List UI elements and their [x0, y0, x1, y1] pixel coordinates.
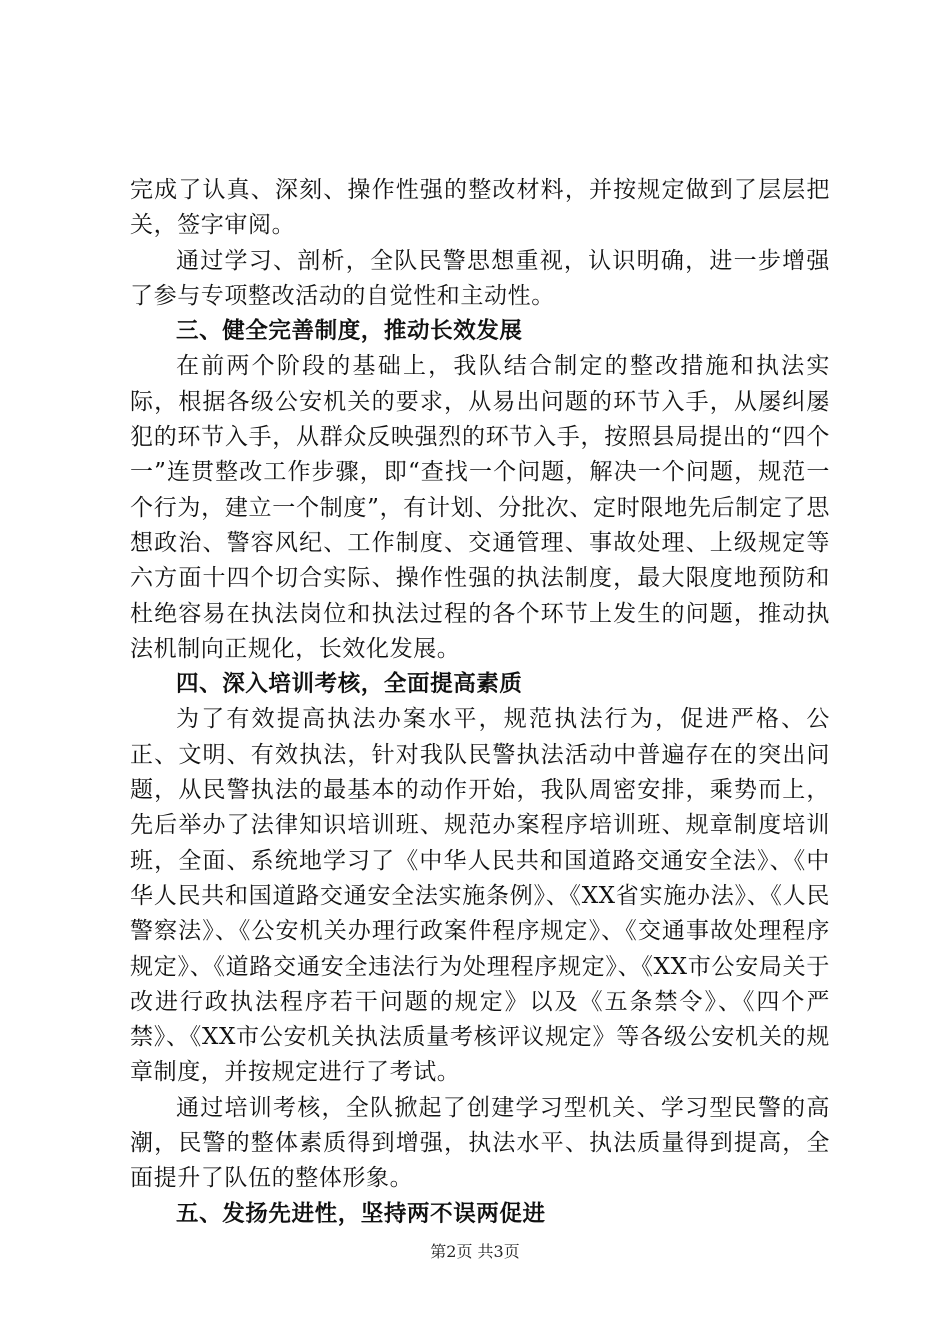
paragraph-1: 完成了认真、深刻、操作性强的整改材料，并按规定做到了层层把关，签字审阅。 [130, 177, 830, 239]
section-heading-4: 四、深入培训考核，全面提高素质 [176, 671, 523, 698]
paragraph-2: 通过学习、剖析，全队民警思想重视，认识明确，进一步增强了参与专项整改活动的自觉性和主动性。 [130, 247, 830, 309]
page-footer: 第2页 共3页 [430, 1242, 520, 1261]
document-body [130, 173, 830, 1232]
section-heading-5: 五、发扬先进性，坚持两不误两促进 [176, 1200, 546, 1227]
section-heading-3: 三、健全完善制度，推动长效发展 [176, 318, 523, 345]
paragraph-5: 通过培训考核，全队掀起了创建学习型机关、学习型民警的高潮，民警的整体素质得到增强，执法水平、执法质量得到提高，全面提升了队伍的整体形象。 [130, 1094, 830, 1192]
paragraph-4: 为了有效提高执法办案水平，规范执法行为，促进严格、公正、文明、有效执法，针对我队民警执法活动中普遍存在的突出问题，从民警执法的最基本的动作开始，我队周密安排，乘势而上，先后举办了法律知识培训班、规范办案程序培训班、规章制度培训班，全面、系统地学习了《中华人民共和国道路交通安全法》、《中华人民共和国道路交通安全法实施条例》、《XX省实施办法》、《人民警察法》、《公安机关办理行政案件程序规定》、《交通事故处理程序规定》、《道路交通安全违法行为处理程序规定》、《XX市公安局关于改进行政执法程序若干问题的规定》以及《五条禁令》、《四个严禁》、《XX市公安机关执法质量考核评议规定》等各级公安机关的规章制度，并按规定进行了考试。 [130, 706, 830, 1086]
paragraph-3: 在前两个阶段的基础上，我队结合制定的整改措施和执法实际，根据各级公安机关的要求，从易出问题的环节入手，从屡纠屡犯的环节入手，从群众反映强烈的环节入手，按照县局提出的“四个一”连贯整改工作步骤，即“查找一个问题，解决一个问题，规范一个行为，建立一个制度”，有计划、分批次、定时限地先后制定了思想政治、警容风纪、工作制度、交通管理、事故处理、上级规定等六方面十四个切合实际、操作性强的执法制度，最大限度地预防和杜绝容易在执法岗位和执法过程的各个环节上发生的问题，推动执法机制向正规化，长效化发展。 [130, 353, 830, 662]
